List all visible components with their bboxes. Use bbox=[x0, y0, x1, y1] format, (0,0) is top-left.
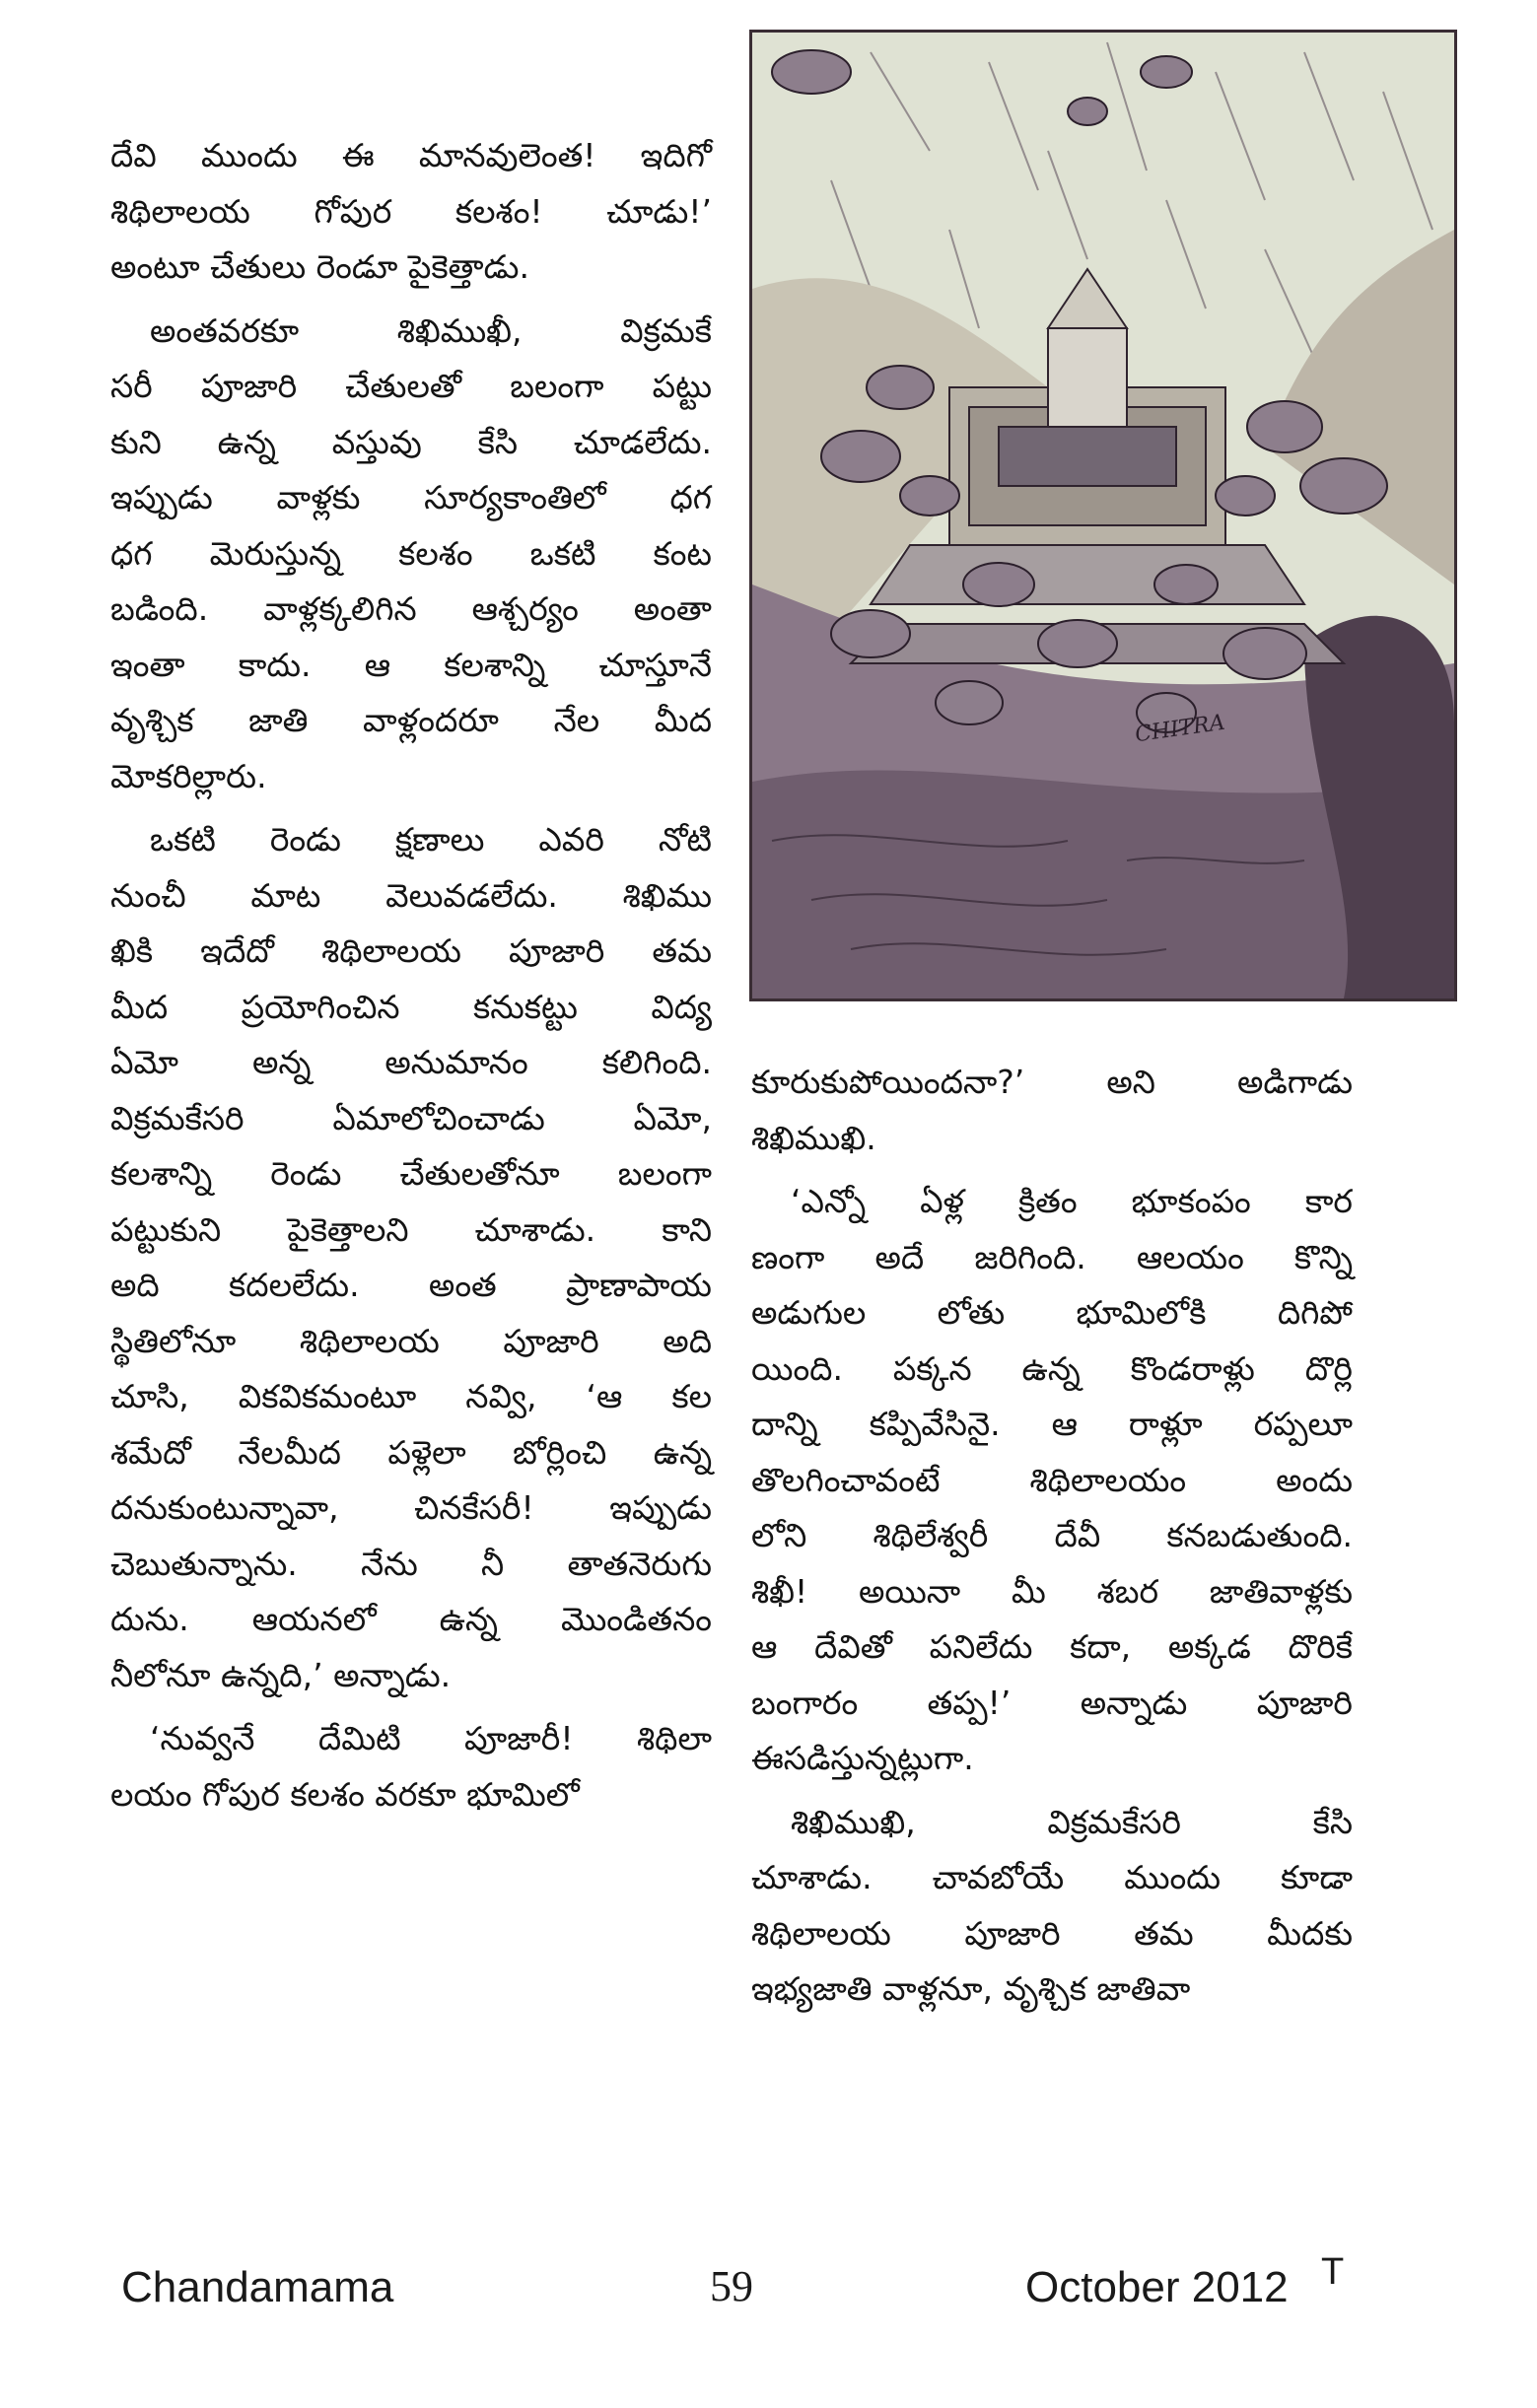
text-line: కూరుకుపోయిందనా?’ అని అడిగాడు bbox=[751, 1063, 1353, 1101]
text-line: చూశాడు. చావబోయే ముందు కూడా bbox=[751, 1858, 1353, 1896]
text-line: శిథిలాలయ పూజారి తమ మీదకు bbox=[751, 1913, 1353, 1953]
issue-date: October 2012 bbox=[1025, 2263, 1289, 2311]
right-column-paragraph bbox=[751, 1795, 1353, 2018]
text-line: ధగ మెరుస్తున్న కలశం ఒకటి కంట bbox=[110, 533, 712, 573]
left-column-paragraph bbox=[110, 812, 712, 1703]
left-column-paragraph bbox=[110, 304, 712, 805]
text-line: మోకరిల్లారు. bbox=[110, 756, 267, 795]
page-number: 59 bbox=[710, 2262, 753, 2310]
text-line: దాన్ని కప్పివేసినై. ఆ రాళ్లూ రప్పలూ bbox=[751, 1405, 1353, 1443]
text-line: నుంచీ మాట వెలువడలేదు. శిఖిము bbox=[110, 875, 712, 915]
artist-signature: CHITRA bbox=[1133, 710, 1227, 748]
left-column-paragraph bbox=[110, 128, 712, 296]
text-line: శిఖిముఖి. bbox=[751, 1118, 876, 1157]
text-line: దును. ఆయనలో ఉన్న మొండితనం bbox=[110, 1600, 712, 1638]
text-line: ఇభ్యజాతి వాళ్లనూ, వృశ్చిక జాతివా bbox=[751, 1969, 1191, 2008]
text-line: నీలోనూ ఉన్నది,’ అన్నాడు. bbox=[110, 1655, 452, 1694]
temple-ruins-drawing bbox=[752, 33, 1454, 998]
text-line: అంతవరకూ శిఖిముఖీ, విక్రమకే bbox=[150, 310, 712, 350]
right-column bbox=[751, 1055, 1353, 2026]
right-column-paragraph bbox=[751, 1174, 1353, 1787]
magazine-name: Chandamama bbox=[121, 2263, 394, 2311]
text-line: విక్రమకేసరి ఏమాలోచించాడు ఏమో, bbox=[110, 1098, 712, 1137]
illustration-temple-ruins bbox=[749, 30, 1457, 1001]
text-line: ణంగా అదే జరిగింది. ఆలయం కొన్ని bbox=[751, 1237, 1353, 1276]
text-line: శిఖిముఖి, విక్రమకేసరి కేసి bbox=[791, 1802, 1353, 1841]
text-line: శిథిలాలయ గోపుర కలశం! చూడు!’ bbox=[110, 191, 712, 231]
text-line: పట్టుకుని పైకెత్తాలని చూశాడు. కాని bbox=[110, 1209, 712, 1249]
corner-mark: T bbox=[1321, 2251, 1345, 2293]
text-line: ఇంతా కాదు. ఆ కలశాన్ని చూస్తూనే bbox=[110, 645, 712, 684]
text-line: చూసి, వికవికమంటూ నవ్వి, ‘ఆ కల bbox=[110, 1377, 712, 1415]
text-line: ‘ఎన్నో ఏళ్ల క్రితం భూకంపం కార bbox=[791, 1182, 1353, 1220]
text-line: అంటూ చేతులు రెండూ పైకెత్తాడు. bbox=[110, 247, 529, 286]
text-line: ఆ దేవితో పనిలేదు కదా, అక్కడ దొరికే bbox=[751, 1627, 1353, 1666]
text-line: శిఖీ! అయినా మీ శబర జాతివాళ్లకు bbox=[751, 1571, 1353, 1611]
text-line: వృశ్చిక జాతి వాళ్లందరూ నేల మీద bbox=[110, 701, 712, 739]
text-line: బంగారం తప్ప!’ అన్నాడు పూజారి bbox=[751, 1683, 1353, 1722]
text-line: ఇప్పుడు వాళ్లకు సూర్యకాంతిలో ధగ bbox=[110, 478, 712, 516]
text-line: కుని ఉన్న వస్తువు కేసి చూడలేదు. bbox=[110, 422, 712, 461]
text-line: తొలగించావంటే శిథిలాలయం అందు bbox=[751, 1460, 1353, 1499]
text-line: ఖికి ఇదేదో శిథిలాలయ పూజారి తమ bbox=[110, 931, 712, 970]
text-line: అడుగుల లోతు భూమిలోకి దిగిపో bbox=[751, 1293, 1353, 1332]
text-line: ఒకటి రెండు క్షణాలు ఎవరి నోటి bbox=[150, 820, 712, 859]
text-line: అది కదలలేదు. అంత ప్రాణాపాయ bbox=[110, 1266, 712, 1304]
text-line: చెబుతున్నాను. నేను నీ తాతనెరుగు bbox=[110, 1544, 712, 1583]
left-column bbox=[110, 128, 712, 1830]
right-column-paragraph bbox=[751, 1055, 1353, 1166]
text-line: స్థితిలోనూ శిథిలాలయ పూజారి అది bbox=[110, 1321, 712, 1360]
left-column-paragraph bbox=[110, 1711, 712, 1823]
text-line: దనుకుంటున్నావా, చినకేసరీ! ఇప్పుడు bbox=[110, 1488, 712, 1527]
text-line: ఈసడిస్తున్నట్లుగా. bbox=[751, 1739, 974, 1777]
text-line: బడింది. వాళ్లక్కలిగిన ఆశ్చర్యం అంతా bbox=[110, 589, 712, 628]
text-line: ఏమో అన్న అనుమానం కలిగింది. bbox=[110, 1043, 712, 1081]
text-line: మీద ప్రయోగించిన కనుకట్టు విద్య bbox=[110, 987, 712, 1026]
text-line: ‘నువ్వనే దేమిటి పూజారీ! శిథిలా bbox=[150, 1719, 712, 1757]
text-line: యింది. పక్కన ఉన్న కొండరాళ్లు దొర్లి bbox=[751, 1348, 1353, 1388]
text-line: దేవి ముందు ఈ మానవులెంత! ఇదిగో bbox=[110, 136, 712, 174]
text-line: లయం గోపుర కలశం వరకూ భూమిలో bbox=[110, 1774, 580, 1814]
text-line: సరీ పూజారి చేతులతో బలంగా పట్టు bbox=[110, 367, 712, 405]
text-line: శమేదో నేలమీద పళ్లెలా బోర్లించి ఉన్న bbox=[110, 1432, 712, 1472]
text-line: కలశాన్ని రెండు చేతులతోనూ బలంగా bbox=[110, 1154, 712, 1193]
text-line: లోని శిథిలేశ్వరీ దేవీ కనబడుతుంది. bbox=[751, 1516, 1353, 1554]
